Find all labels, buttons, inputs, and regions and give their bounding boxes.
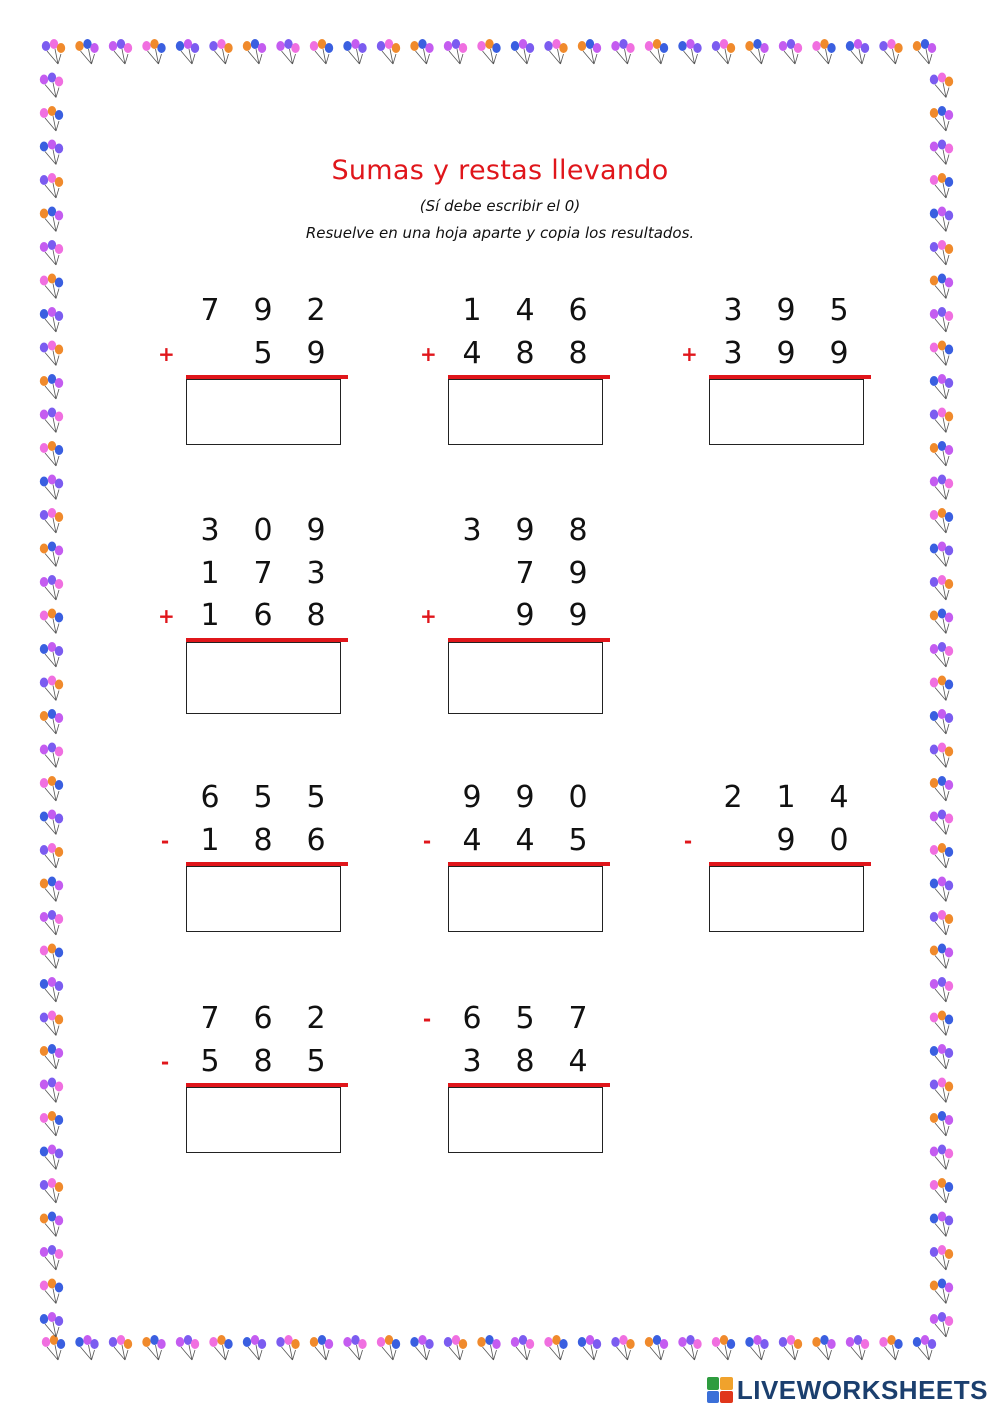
answer-box[interactable]	[448, 642, 603, 714]
balloon-cluster-icon	[40, 374, 63, 399]
digit: 9	[776, 822, 796, 858]
balloon-cluster-icon	[930, 1312, 953, 1337]
answer-box[interactable]	[448, 1087, 603, 1153]
digit: 9	[515, 780, 535, 815]
minus-sign: -	[683, 828, 693, 853]
answer-box[interactable]	[709, 866, 864, 932]
digit: 2	[723, 780, 743, 815]
balloon-cluster-icon	[410, 1335, 433, 1360]
balloon-cluster-icon	[42, 39, 65, 64]
balloon-cluster-icon	[377, 1335, 400, 1360]
balloon-cluster-icon	[779, 1335, 802, 1360]
digit: 5	[829, 293, 849, 328]
balloon-cluster-icon	[276, 1335, 299, 1360]
minus-sign: -	[160, 1049, 170, 1074]
balloon-cluster-icon	[930, 1145, 953, 1170]
digit: 8	[568, 335, 588, 371]
balloon-cluster-icon	[40, 944, 63, 969]
digit: 7	[200, 1001, 220, 1036]
balloon-cluster-icon	[930, 508, 953, 533]
problem-4	[158, 510, 426, 710]
digit: 5	[253, 780, 273, 815]
digit: 9	[462, 780, 482, 815]
balloon-cluster-icon	[40, 1245, 63, 1270]
answer-box[interactable]	[186, 379, 341, 445]
balloon-cluster-icon	[913, 1335, 936, 1360]
balloon-cluster-icon	[930, 709, 953, 734]
balloon-cluster-icon	[40, 441, 63, 466]
balloon-cluster-icon	[40, 609, 63, 634]
digit: 4	[462, 335, 482, 371]
balloon-cluster-icon	[243, 1335, 266, 1360]
digit: 8	[515, 1043, 535, 1079]
digit: 5	[200, 1043, 220, 1079]
balloon-cluster-icon	[40, 106, 63, 131]
balloon-cluster-icon	[930, 743, 953, 768]
balloon-cluster-icon	[142, 1335, 165, 1360]
balloon-cluster-icon	[209, 1335, 232, 1360]
problem-10	[422, 998, 688, 1198]
digit: 6	[253, 598, 273, 633]
answer-box[interactable]	[448, 379, 603, 445]
balloon-cluster-icon	[678, 1335, 701, 1360]
digit: 1	[200, 822, 220, 858]
balloon-cluster-icon	[40, 408, 63, 433]
balloon-cluster-icon	[40, 1178, 63, 1203]
minus-sign: -	[422, 1007, 432, 1031]
plus-sign: +	[158, 604, 175, 628]
worksheet-subtitle: (Sí debe escribir el 0)	[419, 197, 581, 215]
digit: 4	[568, 1043, 588, 1079]
digit: 9	[515, 513, 535, 548]
balloon-cluster-icon	[40, 743, 63, 768]
balloon-cluster-icon	[578, 39, 601, 64]
digit: 3	[723, 335, 743, 371]
digit: 0	[829, 822, 849, 858]
balloon-cluster-icon	[930, 977, 953, 1002]
balloon-cluster-icon	[812, 1335, 835, 1360]
answer-box[interactable]	[186, 1087, 341, 1153]
problem-8	[683, 777, 949, 977]
minus-sign: -	[422, 828, 432, 853]
balloon-cluster-icon	[511, 1335, 534, 1360]
balloon-cluster-icon	[209, 39, 232, 64]
plus-sign: +	[420, 341, 437, 366]
digit: 6	[200, 780, 220, 815]
balloon-cluster-icon	[544, 1335, 567, 1360]
balloon-cluster-icon	[930, 106, 953, 131]
balloon-cluster-icon	[779, 39, 802, 64]
answer-box[interactable]	[709, 379, 864, 445]
balloon-cluster-icon	[40, 1044, 63, 1069]
balloon-cluster-icon	[913, 39, 936, 64]
balloon-cluster-icon	[377, 39, 400, 64]
answer-box[interactable]	[186, 642, 341, 714]
logo-text: LIVEWORKSHEETS	[736, 1374, 988, 1405]
balloon-cluster-icon	[176, 1335, 199, 1360]
balloon-cluster-icon	[745, 1335, 768, 1360]
balloon-cluster-icon	[40, 910, 63, 935]
balloon-cluster-icon	[930, 575, 953, 600]
balloon-cluster-icon	[846, 39, 869, 64]
problem-6	[160, 777, 426, 977]
balloon-cluster-icon	[40, 274, 63, 299]
digit: 5	[568, 822, 588, 858]
digit: 5	[306, 1043, 326, 1079]
digit: 8	[253, 822, 273, 858]
balloon-cluster-icon	[40, 1212, 63, 1237]
balloon-cluster-icon	[40, 575, 63, 600]
digit: 7	[200, 293, 220, 328]
balloon-cluster-icon	[75, 1335, 98, 1360]
balloon-cluster-icon	[511, 39, 534, 64]
digit: 9	[776, 335, 796, 371]
balloon-cluster-icon	[410, 39, 433, 64]
balloon-cluster-icon	[40, 341, 63, 366]
digit: 4	[462, 822, 482, 858]
balloon-cluster-icon	[40, 508, 63, 533]
balloon-cluster-icon	[578, 1335, 601, 1360]
balloon-cluster-icon	[930, 609, 953, 634]
worksheet-instructions: Resuelve en una hoja aparte y copia los resultados.	[305, 224, 695, 242]
digit: 0	[253, 513, 273, 548]
balloon-cluster-icon	[930, 1011, 953, 1036]
balloon-cluster-icon	[930, 1212, 953, 1237]
digit: 8	[253, 1043, 273, 1079]
balloon-cluster-icon	[343, 39, 366, 64]
balloon-cluster-icon	[40, 642, 63, 667]
digit: 1	[200, 598, 220, 633]
digit: 9	[568, 555, 588, 591]
balloon-cluster-icon	[930, 1245, 953, 1270]
balloon-cluster-icon	[40, 709, 63, 734]
digit: 1	[200, 555, 220, 591]
digit: 9	[306, 335, 326, 371]
digit: 8	[306, 598, 326, 633]
liveworksheets-logo	[707, 1375, 988, 1405]
balloon-cluster-icon	[42, 1335, 65, 1360]
digit: 1	[462, 293, 482, 328]
balloon-cluster-icon	[930, 73, 953, 98]
balloon-cluster-icon	[645, 1335, 668, 1360]
digit: 9	[306, 513, 326, 548]
plus-sign: +	[158, 341, 175, 366]
digit: 6	[253, 1001, 273, 1036]
digit: 5	[253, 335, 273, 371]
digit: 7	[253, 555, 273, 591]
digit: 5	[306, 780, 326, 815]
problem-1	[158, 290, 426, 490]
balloon-cluster-icon	[930, 240, 953, 265]
digit: 4	[515, 293, 535, 328]
digit: 0	[568, 780, 588, 815]
balloon-cluster-icon	[645, 39, 668, 64]
balloon-cluster-icon	[930, 1111, 953, 1136]
balloon-cluster-icon	[930, 642, 953, 667]
digit: 9	[515, 598, 535, 633]
balloon-cluster-icon	[611, 39, 634, 64]
minus-sign: -	[160, 828, 170, 853]
balloon-cluster-icon	[40, 73, 63, 98]
balloon-cluster-icon	[40, 1011, 63, 1036]
digit: 9	[829, 335, 849, 371]
balloon-cluster-icon	[879, 1335, 902, 1360]
balloon-cluster-icon	[444, 1335, 467, 1360]
digit: 3	[462, 1043, 482, 1079]
balloon-cluster-icon	[40, 843, 63, 868]
problem-5	[420, 510, 688, 710]
problem-7	[422, 777, 688, 977]
digit: 7	[515, 555, 535, 591]
digit: 6	[568, 293, 588, 328]
digit: 6	[462, 1001, 482, 1036]
balloon-cluster-icon	[40, 542, 63, 567]
balloon-cluster-icon	[310, 39, 333, 64]
digit: 9	[568, 598, 588, 633]
problem-3	[681, 290, 949, 490]
balloon-cluster-icon	[40, 475, 63, 500]
balloon-cluster-icon	[243, 39, 266, 64]
plus-sign: +	[681, 341, 698, 366]
balloon-cluster-icon	[477, 1335, 500, 1360]
digit: 5	[515, 1001, 535, 1036]
balloon-cluster-icon	[930, 1279, 953, 1304]
digit: 4	[515, 822, 535, 858]
answer-box[interactable]	[448, 866, 603, 932]
balloon-cluster-icon	[40, 977, 63, 1002]
digit: 9	[776, 293, 796, 328]
balloon-cluster-icon	[75, 39, 98, 64]
balloon-cluster-icon	[276, 39, 299, 64]
problem-2	[420, 290, 688, 490]
balloon-cluster-icon	[846, 1335, 869, 1360]
logo-icon	[707, 1377, 733, 1403]
balloon-cluster-icon	[930, 1078, 953, 1103]
answer-box[interactable]	[186, 866, 341, 932]
balloon-cluster-icon	[477, 39, 500, 64]
balloon-cluster-icon	[40, 877, 63, 902]
balloon-cluster-icon	[343, 1335, 366, 1360]
worksheet-title: Sumas y restas llevando	[331, 155, 669, 186]
balloon-cluster-icon	[678, 39, 701, 64]
balloon-cluster-icon	[544, 39, 567, 64]
digit: 4	[829, 780, 849, 815]
balloon-cluster-icon	[745, 39, 768, 64]
digit: 6	[306, 822, 326, 858]
digit: 3	[723, 293, 743, 328]
digit: 8	[515, 335, 535, 371]
digit: 9	[253, 293, 273, 328]
digit: 3	[200, 513, 220, 548]
balloon-cluster-icon	[930, 1178, 953, 1203]
balloon-cluster-icon	[176, 39, 199, 64]
balloon-cluster-icon	[879, 39, 902, 64]
balloon-cluster-icon	[930, 1044, 953, 1069]
balloon-cluster-icon	[40, 676, 63, 701]
balloon-cluster-icon	[930, 676, 953, 701]
digit: 7	[568, 1001, 588, 1036]
digit: 2	[306, 1001, 326, 1036]
digit: 2	[306, 293, 326, 328]
balloon-cluster-icon	[812, 39, 835, 64]
balloon-cluster-icon	[40, 1279, 63, 1304]
balloon-cluster-icon	[109, 1335, 132, 1360]
balloon-cluster-icon	[712, 39, 735, 64]
plus-sign: +	[420, 604, 437, 628]
balloon-cluster-icon	[611, 1335, 634, 1360]
balloon-cluster-icon	[930, 542, 953, 567]
balloon-cluster-icon	[40, 1145, 63, 1170]
balloon-cluster-icon	[40, 810, 63, 835]
balloon-cluster-icon	[712, 1335, 735, 1360]
balloon-cluster-icon	[40, 1312, 63, 1337]
digit: 1	[776, 780, 796, 815]
balloon-cluster-icon	[142, 39, 165, 64]
balloon-cluster-icon	[40, 1078, 63, 1103]
digit: 3	[306, 555, 326, 591]
balloon-cluster-icon	[40, 240, 63, 265]
balloon-cluster-icon	[40, 776, 63, 801]
balloon-cluster-icon	[310, 1335, 333, 1360]
balloon-cluster-icon	[40, 307, 63, 332]
balloon-cluster-icon	[40, 1111, 63, 1136]
digit: 8	[568, 513, 588, 548]
digit: 3	[462, 513, 482, 548]
balloon-cluster-icon	[444, 39, 467, 64]
balloon-cluster-icon	[109, 39, 132, 64]
problem-9	[160, 998, 426, 1198]
